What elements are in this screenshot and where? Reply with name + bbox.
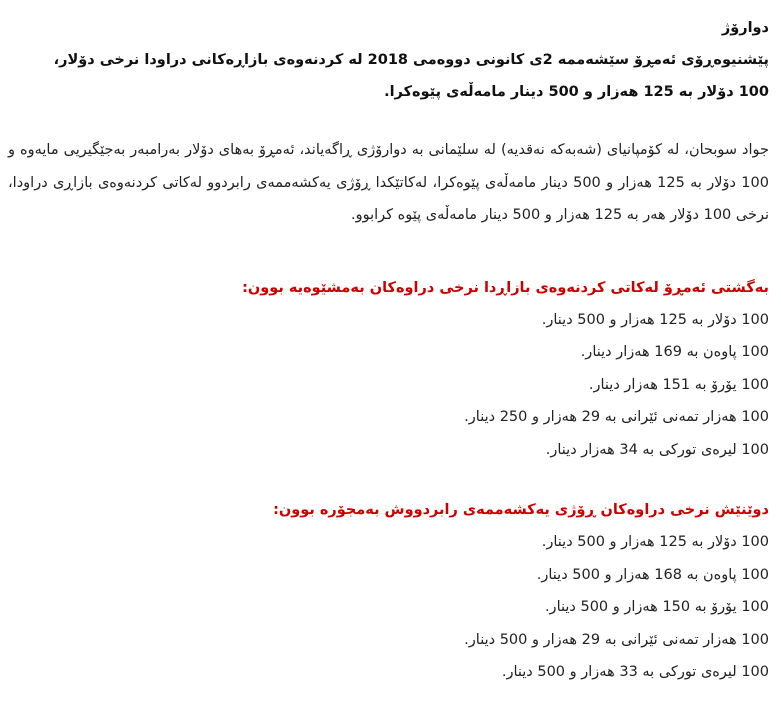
article-source: دوارۆژ	[721, 20, 769, 36]
list-item: 100 هەزار تمەنی ئێرانی بە 29 هەزار و 500 دینار.	[464, 631, 769, 648]
list-item: 100 یۆرۆ بە 150 هەزار و 500 دینار.	[544, 599, 769, 615]
list-item: 100 یۆرۆ بە 151 هەزار دینار.	[588, 376, 769, 393]
article-body: جواد سوبحان، لە کۆمپانیای (شەبەکە نەقدیە) لە سلێمانی بە دوارۆژی ڕاگەیاند، ئەمڕۆ بەهای دۆلار بەرامبەر بەجێگیریی مایەوە و 100 دۆلار بە 125 هەزار و 500 دینار مامەڵەی پێوەکرا، لەکاتێکدا ڕۆژی یەکشەممەی رابردوو لەکاتی کردنەوەی بازاڕی دراودا، نرخی 100 دۆلار هەر بە 125 هەزار و 500 دینار مامەڵەی پێوە کرابوو.	[8, 142, 769, 223]
today-rates-heading: بەگشتی ئەمڕۆ لەکاتی کردنەوەی بازاڕدا نرخی دراوەکان بەمشێوەیە بوون:	[242, 279, 769, 296]
list-item: 100 دۆلار بە 125 هەزار و 500 دینار.	[541, 311, 769, 328]
list-item: 100 پاوەن بە 169 هەزار دینار.	[580, 344, 769, 360]
article-intro	[8, 12, 769, 108]
yesterday-rates-list	[8, 526, 769, 689]
headline-line-2: 100 دۆلار بە 125 هەزار و 500 دینار مامەڵەی پێوەکرا.	[384, 84, 769, 100]
list-item: 100 لیرەی تورکی بە 33 هەزار و 500 دینار.	[501, 664, 769, 680]
list-item: 100 پاوەن بە 168 هەزار و 500 دینار.	[536, 566, 769, 583]
headline-line-1: پێشنیوەڕۆی ئەمڕۆ سێشەممە 2ی کانونی دووەمی 2018 لە کردنەوەی بازاڕەکانی دراودا نرخی دۆلار،	[53, 52, 769, 68]
today-rates-list	[8, 304, 769, 467]
list-item: 100 لیرەی تورکی بە 34 هەزار دینار.	[545, 441, 769, 458]
list-item: 100 دۆلار بە 125 هەزار و 500 دینار.	[541, 534, 769, 550]
list-item: 100 هەزار تمەنی ئێرانی بە 29 هەزار و 250 دینار.	[464, 409, 769, 425]
yesterday-rates-heading: دوێنێش نرخی دراوەکان ڕۆژی یەکشەممەی رابردووش بەمجۆرە بوون:	[273, 502, 769, 518]
